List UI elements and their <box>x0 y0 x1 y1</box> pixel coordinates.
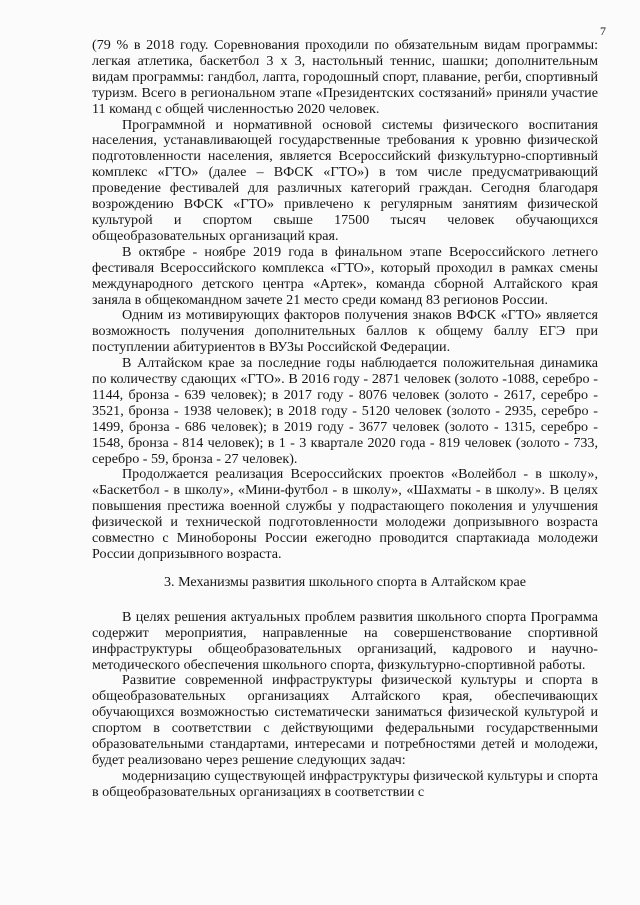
paragraph-ege-points: Одним из мотивирующих факторов получения знаков ВФСК «ГТО» является возможность получения дополнительных баллов к общему баллу ЕГЭ при поступлении абитуриентов в ВУЗы Российской Федерации. <box>92 307 598 356</box>
document-body <box>92 38 598 801</box>
paragraph-projects: Продолжается реализация Всероссийских проектов «Волейбол - в школу», «Баскетбол - в школу», «Мини-футбол - в школу», «Шахматы - в школу». В целях повышения престижа военной службы у подрастающего поколения и улучшения физической и технической подготовленности молодежи допризывного возраста совместно с Минобороны России ежегодно проводится спартакиада молодежи России допризывного возраста. <box>92 466 598 562</box>
paragraph-modernization: модернизацию существующей инфраструктуры физической культуры и спорта в общеобразовательных организациях в соответствии с <box>92 767 598 800</box>
paragraph-program-measures: В целях решения актуальных проблем развития школьного спорта Программа содержит мероприятия, направленные на совершенствование спортивной инфраструктуры общеобразовательных организаций, кадрового и научно-методического обеспечения школьного спорта, физкультурно-спортивной работы. <box>92 608 598 673</box>
section-heading: 3. Механизмы развития школьного спорта в Алтайском крае <box>163 573 526 590</box>
paragraph-infrastructure: Развитие современной инфраструктуры физической культуры и спорта в общеобразовательных организациях Алтайского края, обеспечивающих обучающихся возможностью систематически заниматься физической культурой и спортом в соответствии с действующими федеральными государственными образовательными стандартами, интересами и потребностями детей и молодежи, будет реализовано через решение следующих задач: <box>92 672 598 768</box>
paragraph-artek-festival: В октябре - ноябре 2019 года в финальном этапе Всероссийского летнего фестиваля Всероссийского комплекса «ГТО», который проходил в рамках смены международного детского центра «Артек», команда сборной Алтайского края заняла в общекомандном зачете 21 место среди команд 83 регионов России. <box>92 243 598 308</box>
paragraph-gto-basis: Программной и нормативной основой системы физического воспитания населения, устанавливающей государственные требования к уровню физической подготовленности населения, является Всероссийский физкультурно-спортивный комплекс «ГТО» (далее – ВФСК «ГТО») в том числе предусматривающий проведение фестивалей для различных категорий граждан. Сегодня благодаря возрождению ВФСК «ГТО» привлечено к регулярным занятиям физической культурой и спортом свыше 17500 тысяч человек обучающихся общеобразовательных организаций края. <box>92 116 598 244</box>
page-number: 7 <box>600 24 606 38</box>
paragraph-gto-dynamics: В Алтайском крае за последние годы наблюдается положительная динамика по количеству сдающих «ГТО». В 2016 году - 2871 человек (золото -1088, серебро - 1144, бронза - 639 человек); в 2017 году - 8076 человек (золото - 2617, серебро - 3521, бронза - 1938 человек); в 2018 году - 5120 человек (золото - 2935, серебро - 1499, бронза - 686 человек); в 2019 году - 3677 человек (золото - 1315, серебро - 1548, бронза - 814 человек); в 1 - 3 квартале 2020 года - 819 человек (золото - 733, серебро - 59, бронза - 27 человек). <box>92 355 598 467</box>
paragraph-competitions: (79 % в 2018 году. Соревнования проходили по обязательным видам программы: легкая атлетика, баскетбол 3 х 3, настольный теннис, шашки; дополнительным видам программы: гандбол, лапта, городошный спорт, плавание, регби, спортивный туризм. Всего в региональном этапе «Президентских состязаний» приняли участие 11 команд с общей численностью 2020 человек. <box>92 37 598 117</box>
